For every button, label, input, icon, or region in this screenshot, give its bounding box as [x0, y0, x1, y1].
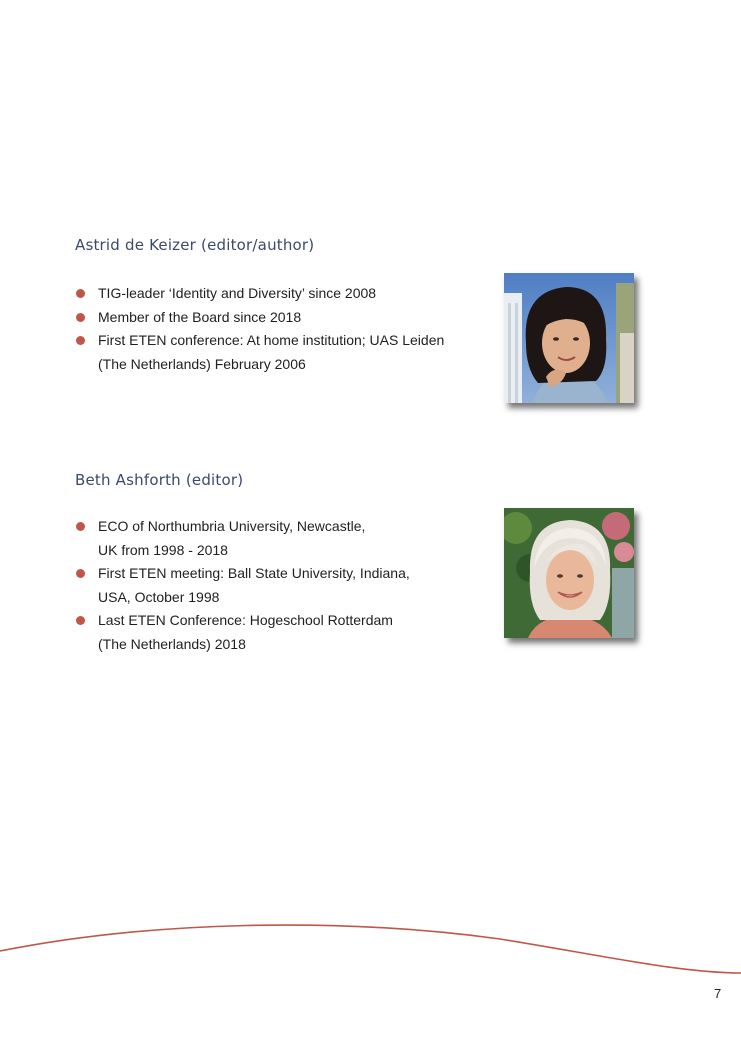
- profile-name: Astrid de Keizer (editor/author): [75, 236, 315, 254]
- bullet-icon: [76, 569, 85, 578]
- list-item: Member of the Board since 2018: [75, 306, 475, 330]
- bullet-icon: [76, 289, 85, 298]
- list-item-continuation: (The Netherlands) 2018: [98, 635, 246, 652]
- list-item: TIG-leader ‘Identity and Diversity’ since 2008: [75, 282, 475, 306]
- bullet-icon: [76, 313, 85, 322]
- bullet-icon: [76, 336, 85, 345]
- page-number: 7: [714, 986, 722, 1001]
- list-item: ECO of Northumbria University, Newcastle,: [75, 515, 475, 539]
- profile-name: Beth Ashforth (editor): [75, 471, 244, 489]
- portrait-beth-image: [504, 508, 634, 638]
- list-item: Last ETEN Conference: Hogeschool Rotterdam: [75, 609, 475, 633]
- list-item: First ETEN conference: At home institution; UAS Leiden: [75, 329, 475, 353]
- list-item: First ETEN meeting: Ball State University, Indiana,: [75, 562, 475, 586]
- list-item-continuation: USA, October 1998: [98, 588, 220, 605]
- profile-bullet-list: [75, 282, 475, 376]
- bullet-icon: [76, 522, 85, 531]
- list-item-continuation: (The Netherlands) February 2006: [98, 355, 306, 372]
- bullet-icon: [76, 616, 85, 625]
- list-item-continuation: UK from 1998 - 2018: [98, 541, 228, 558]
- portrait-photo-astrid: [504, 273, 634, 403]
- portrait-photo-beth: [504, 508, 634, 638]
- portrait-astrid-image: [504, 273, 634, 403]
- footer-wave-decoration: [0, 915, 741, 985]
- profile-bullet-list: [75, 515, 475, 656]
